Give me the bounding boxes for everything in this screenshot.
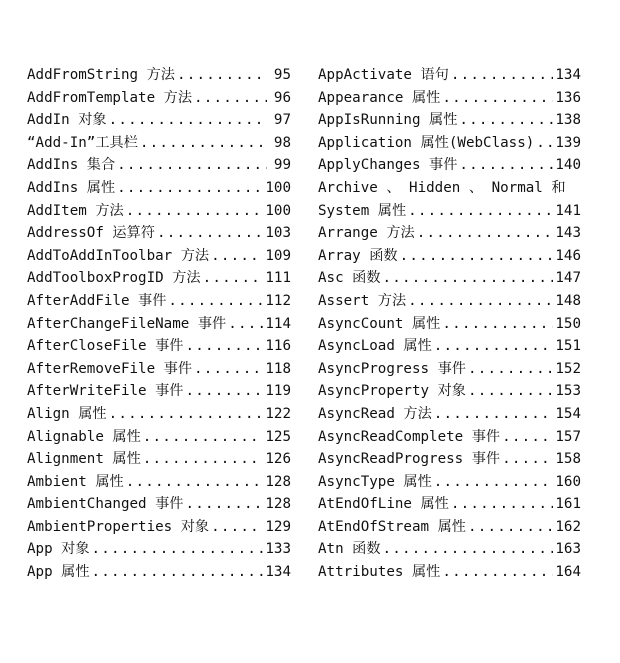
index-entry-page-number: 163 bbox=[555, 541, 581, 558]
index-entry bbox=[27, 358, 291, 381]
index-entry bbox=[27, 87, 291, 110]
index-entry bbox=[27, 448, 291, 471]
index-entry-page-number: 114 bbox=[265, 315, 291, 332]
dot-leader bbox=[228, 313, 263, 336]
index-entry-term: Assert 方法 bbox=[318, 292, 407, 309]
dot-leader bbox=[211, 245, 263, 268]
dot-leader bbox=[126, 200, 264, 223]
index-entry bbox=[27, 109, 291, 132]
index-entry-page-number: 109 bbox=[265, 247, 291, 264]
index-entry bbox=[27, 471, 291, 494]
index-entry-term: Application 属性(WebClass) bbox=[318, 134, 535, 151]
index-entry bbox=[27, 561, 291, 584]
index-entry bbox=[27, 516, 291, 539]
dot-leader bbox=[186, 380, 264, 403]
index-entry-term: AppIsRunning 属性 bbox=[318, 112, 458, 129]
index-entry bbox=[318, 448, 581, 471]
index-entry-term: Archive 、 Hidden 、 Normal 和 bbox=[318, 179, 566, 196]
index-entry-term: AsyncLoad 属性 bbox=[318, 338, 432, 355]
dot-leader bbox=[140, 132, 267, 155]
dot-leader bbox=[468, 516, 553, 539]
index-entry-term: Asc 函数 bbox=[318, 270, 381, 287]
index-entry bbox=[318, 177, 581, 200]
index-entry-page-number: 162 bbox=[555, 518, 581, 535]
index-entry-page-number: 134 bbox=[265, 564, 291, 581]
index-entry-page-number: 164 bbox=[555, 564, 581, 581]
index-entry bbox=[318, 335, 581, 358]
index-entry-term: ApplyChanges 事件 bbox=[318, 157, 458, 174]
dot-leader bbox=[434, 403, 554, 426]
index-entry-page-number: 97 bbox=[273, 112, 291, 129]
index-entry bbox=[318, 426, 581, 449]
index-entry-page-number: 160 bbox=[555, 473, 581, 490]
index-entry-page-number: 116 bbox=[265, 338, 291, 355]
dot-leader bbox=[117, 177, 263, 200]
index-entry-term: Alignable 属性 bbox=[27, 428, 141, 445]
index-entry-page-number: 111 bbox=[265, 270, 291, 287]
dot-leader bbox=[203, 267, 264, 290]
index-entry-term: AsyncProperty 对象 bbox=[318, 383, 466, 400]
index-entry-term: AsyncType 属性 bbox=[318, 473, 432, 490]
dot-leader bbox=[400, 245, 554, 268]
index-entry-term: AsyncReadProgress 事件 bbox=[318, 451, 501, 468]
dot-leader bbox=[442, 87, 553, 110]
dot-leader bbox=[502, 448, 553, 471]
index-entry-page-number: 112 bbox=[265, 292, 291, 309]
dot-leader bbox=[168, 290, 263, 313]
dot-leader bbox=[383, 538, 554, 561]
dot-leader bbox=[468, 380, 553, 403]
index-entry-term: AddFromString 方法 bbox=[27, 67, 175, 83]
dot-leader bbox=[468, 358, 553, 381]
index-entry-page-number: 153 bbox=[555, 383, 581, 400]
index-entry-term: Align 属性 bbox=[27, 405, 107, 422]
dot-leader bbox=[459, 154, 553, 177]
index-entry bbox=[27, 267, 291, 290]
dot-leader bbox=[408, 290, 553, 313]
index-entry bbox=[27, 538, 291, 561]
dot-leader bbox=[451, 64, 554, 87]
dot-leader bbox=[536, 132, 553, 155]
index-entry-term: AfterRemoveFile 事件 bbox=[27, 360, 193, 377]
dot-leader bbox=[442, 313, 553, 336]
index-entry bbox=[318, 132, 581, 155]
index-entry bbox=[318, 200, 581, 223]
index-entry-term: AfterAddFile 事件 bbox=[27, 292, 167, 309]
index-entry-term: AmbientProperties 对象 bbox=[27, 518, 210, 535]
index-entry-page-number: 96 bbox=[273, 89, 291, 106]
index-entry-page-number: 154 bbox=[555, 405, 581, 422]
index-entry-term: AsyncReadComplete 事件 bbox=[318, 428, 501, 445]
dot-leader bbox=[459, 109, 553, 132]
index-entry-page-number: 103 bbox=[265, 225, 291, 242]
index-entry-page-number: 128 bbox=[265, 473, 291, 490]
index-entry bbox=[318, 313, 581, 336]
index-entry-term: AfterChangeFileName 事件 bbox=[27, 315, 227, 332]
dot-leader bbox=[451, 493, 554, 516]
index-entry bbox=[27, 403, 291, 426]
index-entry-page-number: 99 bbox=[273, 157, 291, 174]
index-entry-page-number: 161 bbox=[555, 496, 581, 513]
index-entry bbox=[318, 403, 581, 426]
index-entry bbox=[318, 471, 581, 494]
index-entry-page-number: 151 bbox=[555, 338, 581, 355]
index-entry-term: Attributes 属性 bbox=[318, 564, 441, 581]
index-entry-page-number: 119 bbox=[265, 383, 291, 400]
index-entry-term: AtEndOfStream 属性 bbox=[318, 518, 466, 535]
dot-leader bbox=[383, 267, 554, 290]
index-entry-term: AddFromTemplate 方法 bbox=[27, 89, 193, 106]
index-entry bbox=[27, 64, 291, 87]
index-entry-term: Alignment 属性 bbox=[27, 451, 141, 468]
index-entry bbox=[27, 245, 291, 268]
dot-leader bbox=[109, 109, 267, 132]
index-entry bbox=[318, 154, 581, 177]
dot-leader bbox=[502, 426, 553, 449]
dot-leader bbox=[186, 335, 264, 358]
dot-leader bbox=[177, 64, 267, 87]
dot-leader bbox=[194, 87, 267, 110]
dot-leader bbox=[117, 154, 267, 177]
index-entry-page-number: 118 bbox=[265, 360, 291, 377]
index-entry-term: “Add-In”工具栏 bbox=[27, 134, 138, 151]
index-entry bbox=[27, 493, 291, 516]
index-entry-page-number: 126 bbox=[265, 451, 291, 468]
index-entry-page-number: 134 bbox=[555, 67, 581, 83]
index-entry-page-number: 129 bbox=[265, 518, 291, 535]
index-entry-term: AddIn 对象 bbox=[27, 112, 107, 129]
index-column-left bbox=[27, 64, 291, 584]
dot-leader bbox=[157, 222, 263, 245]
dot-leader bbox=[408, 200, 553, 223]
index-entry-term: AddItem 方法 bbox=[27, 202, 124, 219]
index-entry-page-number: 157 bbox=[555, 428, 581, 445]
index-entry bbox=[27, 426, 291, 449]
index-entry bbox=[27, 222, 291, 245]
index-entry bbox=[27, 132, 291, 155]
index-entry-term: Appearance 属性 bbox=[318, 89, 441, 106]
index-entry-term: AsyncCount 属性 bbox=[318, 315, 441, 332]
index-entry-page-number: 125 bbox=[265, 428, 291, 445]
dot-leader bbox=[194, 358, 263, 381]
index-entry-page-number: 95 bbox=[273, 67, 291, 83]
index-entry-page-number: 143 bbox=[555, 225, 581, 242]
index-entry-page-number: 136 bbox=[555, 89, 581, 106]
dot-leader bbox=[92, 538, 264, 561]
index-entry-term: AfterCloseFile 事件 bbox=[27, 338, 184, 355]
index-entry-page-number: 100 bbox=[265, 202, 291, 219]
index-entry-term: App 属性 bbox=[27, 564, 90, 581]
index-entry-term: AddIns 集合 bbox=[27, 157, 116, 174]
index-entry-term: AsyncProgress 事件 bbox=[318, 360, 466, 377]
index-entry-term: AppActivate 语句 bbox=[318, 67, 449, 83]
index-entry bbox=[318, 358, 581, 381]
index-entry bbox=[318, 561, 581, 584]
index-entry bbox=[318, 245, 581, 268]
index-entry bbox=[27, 290, 291, 313]
index-entry-page-number: 150 bbox=[555, 315, 581, 332]
index-entry-page-number: 138 bbox=[555, 112, 581, 129]
index-entry bbox=[27, 177, 291, 200]
index-entry bbox=[27, 154, 291, 177]
index-entry-term: AddIns 属性 bbox=[27, 179, 116, 196]
index-entry-page-number: 147 bbox=[555, 270, 581, 287]
index-entry-page-number: 133 bbox=[265, 541, 291, 558]
index-entry-term: AfterWriteFile 事件 bbox=[27, 383, 184, 400]
index-entry-term: System 属性 bbox=[318, 202, 407, 219]
index-entry-page-number: 152 bbox=[555, 360, 581, 377]
index-entry bbox=[318, 493, 581, 516]
index-entry-page-number: 140 bbox=[555, 157, 581, 174]
index-entry-term: AddressOf 运算符 bbox=[27, 225, 155, 242]
index-entry bbox=[318, 222, 581, 245]
index-entry-page-number: 146 bbox=[555, 247, 581, 264]
dot-leader bbox=[434, 471, 554, 494]
index-entry-term: App 对象 bbox=[27, 541, 90, 558]
index-entry bbox=[27, 200, 291, 223]
index-entry bbox=[27, 380, 291, 403]
index-entry-page-number: 128 bbox=[265, 496, 291, 513]
index-column-right bbox=[318, 64, 581, 584]
index-entry bbox=[318, 516, 581, 539]
index-entry bbox=[318, 109, 581, 132]
index-entry-term: Array 函数 bbox=[318, 247, 398, 264]
index-entry-term: AsyncRead 方法 bbox=[318, 405, 432, 422]
dot-leader bbox=[143, 448, 264, 471]
dot-leader bbox=[211, 516, 263, 539]
index-entry bbox=[318, 290, 581, 313]
index-entry bbox=[27, 335, 291, 358]
index-entry-page-number: 141 bbox=[555, 202, 581, 219]
index-entry-term: Arrange 方法 bbox=[318, 225, 415, 242]
index-entry-term: AddToAddInToolbar 方法 bbox=[27, 247, 210, 264]
dot-leader bbox=[126, 471, 264, 494]
index-entry-term: AmbientChanged 事件 bbox=[27, 496, 184, 513]
index-entry-term: AddToolboxProgID 方法 bbox=[27, 270, 201, 287]
dot-leader bbox=[92, 561, 264, 584]
index-entry-page-number: 122 bbox=[265, 405, 291, 422]
index-entry bbox=[318, 380, 581, 403]
index-entry-page-number: 100 bbox=[265, 179, 291, 196]
index-entry-page-number: 148 bbox=[555, 292, 581, 309]
index-entry bbox=[318, 538, 581, 561]
dot-leader bbox=[186, 493, 264, 516]
dot-leader bbox=[434, 335, 554, 358]
index-entry-page-number: 158 bbox=[555, 451, 581, 468]
index-entry bbox=[318, 64, 581, 87]
dot-leader bbox=[143, 426, 264, 449]
index-entry bbox=[27, 313, 291, 336]
index-entry bbox=[318, 267, 581, 290]
index-entry bbox=[318, 87, 581, 110]
dot-leader bbox=[417, 222, 554, 245]
index-entry-page-number: 98 bbox=[273, 134, 291, 151]
index-entry-term: AtEndOfLine 属性 bbox=[318, 496, 449, 513]
index-entry-term: Ambient 属性 bbox=[27, 473, 124, 490]
dot-leader bbox=[442, 561, 553, 584]
index-entry-term: Atn 函数 bbox=[318, 541, 381, 558]
dot-leader bbox=[109, 403, 264, 426]
index-entry-page-number: 139 bbox=[555, 134, 581, 151]
